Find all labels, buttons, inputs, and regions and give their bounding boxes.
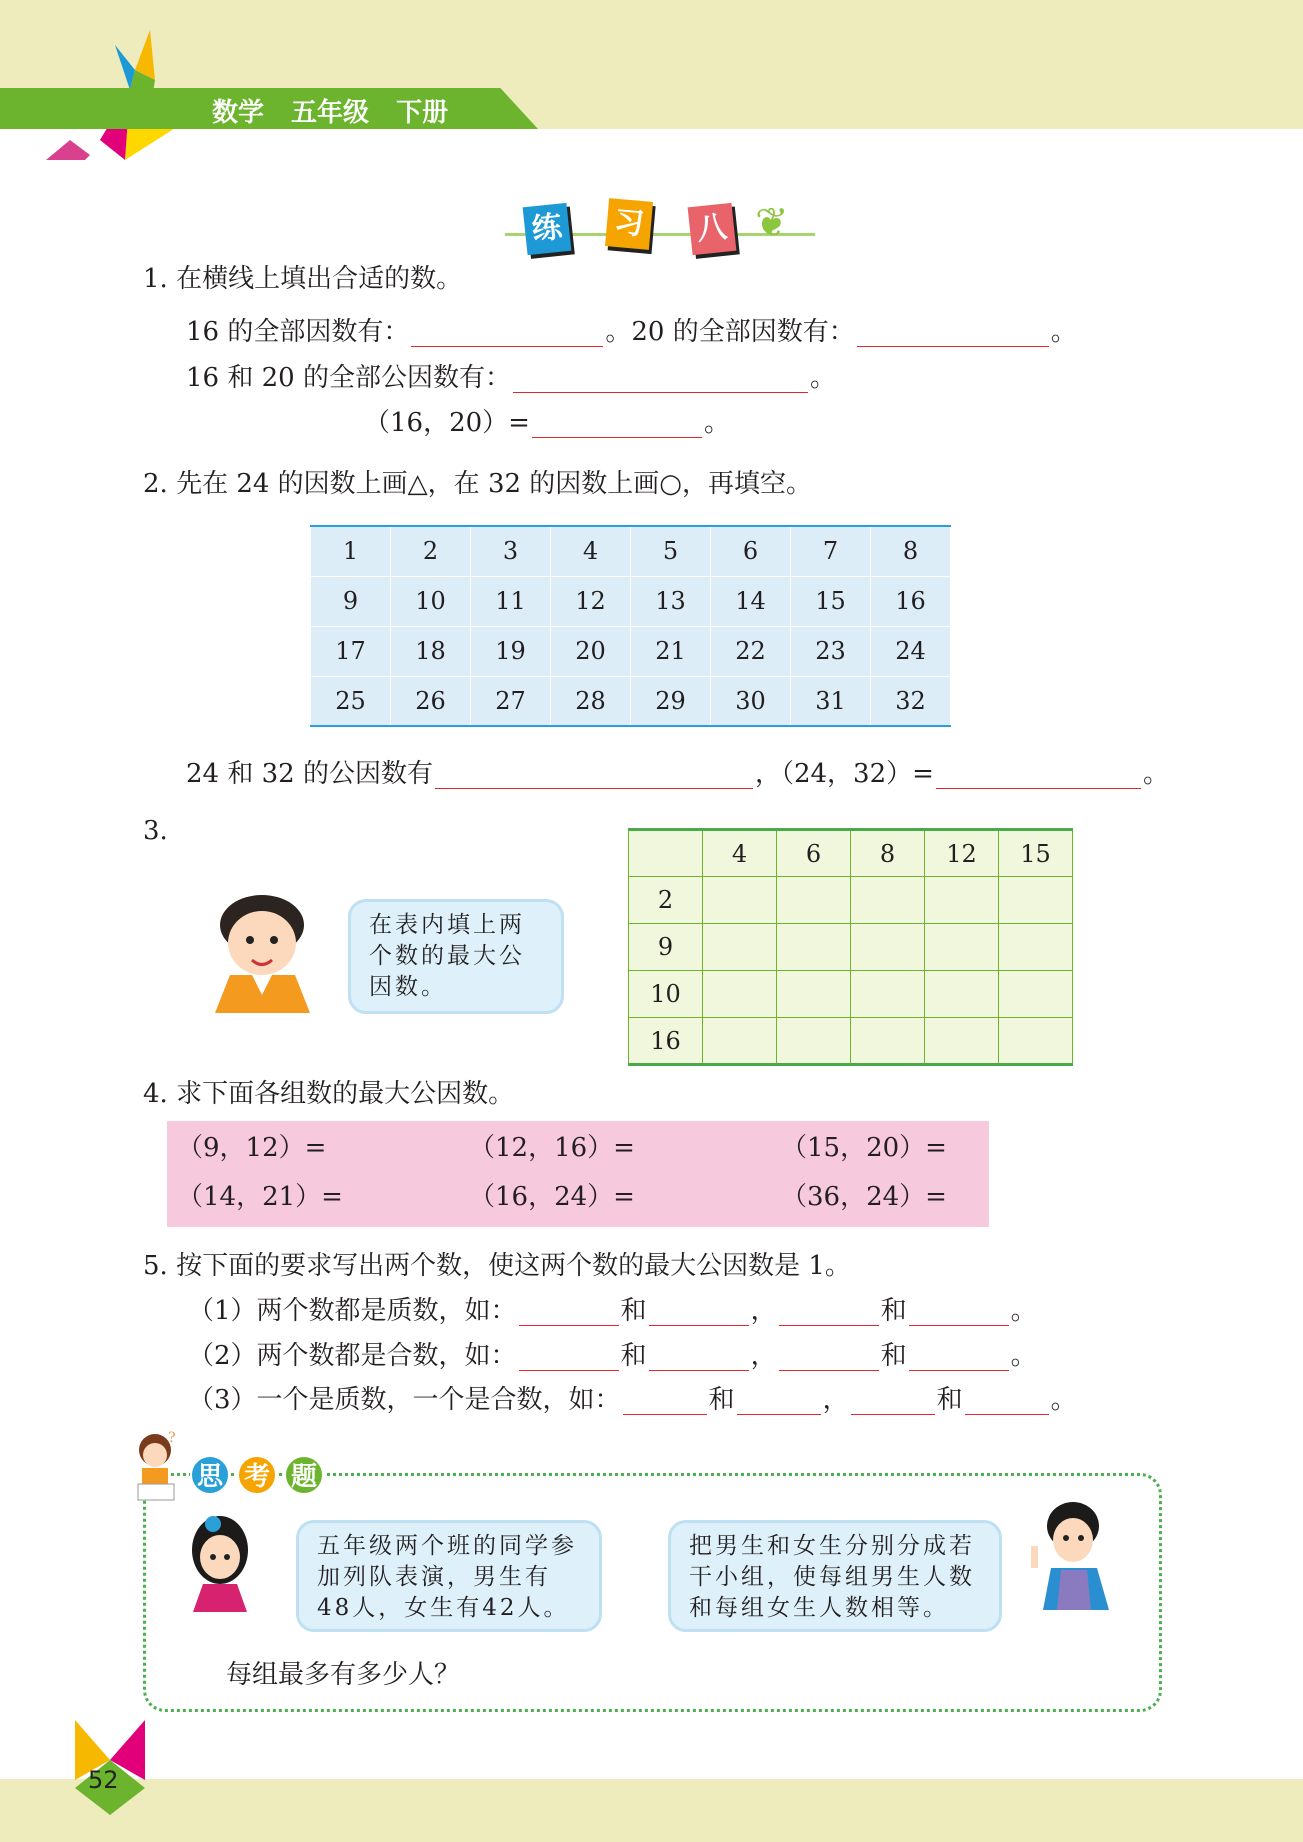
label: 和 [880, 1341, 907, 1371]
gcd-row [629, 877, 1073, 924]
leaf-icon: ❦ [755, 200, 789, 246]
answer-blank[interactable] [965, 1389, 1049, 1415]
label: 和 [708, 1385, 735, 1415]
grid-cell[interactable]: 23 [791, 626, 871, 676]
label: （16，20）= [364, 408, 530, 438]
gcd-expression: （9，12）= [177, 1133, 327, 1163]
page-number: 52 [88, 1766, 119, 1794]
grid-cell[interactable]: 31 [791, 676, 871, 726]
footer-band [0, 1779, 1303, 1842]
answer-blank[interactable] [649, 1300, 749, 1326]
q1-line-3 [364, 408, 730, 438]
title-tile: 习 [605, 198, 653, 250]
gcd-col-header [629, 830, 703, 877]
answer-blank[interactable] [519, 1345, 619, 1371]
grid-cell[interactable]: 9 [311, 576, 391, 626]
gcd-row-header: 9 [629, 924, 703, 971]
label: 。 [1010, 1341, 1037, 1371]
label: ，（24，32）= [754, 759, 934, 789]
thinking-question: 每组最多有多少人？ [226, 1660, 461, 1690]
answer-blank[interactable] [519, 1300, 619, 1326]
label: 16 和 20 的全部公因数有： [186, 363, 511, 393]
label: （2）两个数都是合数，如： [188, 1341, 517, 1371]
gcd-row [629, 1018, 1073, 1065]
boy-speech-bubble: 把男生和女生分别分成若干小组，使每组男生人数和每组女生人数相等。 [668, 1520, 1002, 1632]
answer-blank[interactable] [737, 1389, 821, 1415]
grid-cell[interactable]: 32 [871, 676, 951, 726]
label: 和 [620, 1296, 647, 1326]
answer-blank[interactable] [909, 1345, 1009, 1371]
gcd-col-header: 6 [777, 830, 851, 877]
grid-cell[interactable]: 5 [631, 526, 711, 576]
answer-blank[interactable] [851, 1389, 935, 1415]
grid-row [311, 526, 951, 576]
gcd-row [629, 971, 1073, 1018]
answer-blank[interactable] [779, 1345, 879, 1371]
girl-speech-bubble: 五年级两个班的同学参加列队表演，男生有48人，女生有42人。 [296, 1520, 602, 1632]
gcd-row-header: 16 [629, 1018, 703, 1065]
q5-item [188, 1296, 1037, 1326]
gcd-answer-cell[interactable] [999, 924, 1073, 971]
grid-cell[interactable]: 20 [551, 626, 631, 676]
answer-blank[interactable] [936, 763, 1141, 789]
grid-cell[interactable]: 17 [311, 626, 391, 676]
gcd-answer-cell[interactable] [999, 877, 1073, 924]
gcd-answer-cell[interactable] [703, 877, 777, 924]
q5-item [188, 1341, 1037, 1371]
answer-blank[interactable] [623, 1389, 707, 1415]
gcd-expression: （15，20）= [781, 1133, 947, 1163]
gcd-answer-cell[interactable] [925, 971, 999, 1018]
gcd-expression: （16，24）= [469, 1182, 635, 1212]
gcd-row [629, 924, 1073, 971]
grid-cell[interactable]: 19 [471, 626, 551, 676]
grid-cell[interactable]: 29 [631, 676, 711, 726]
grid-cell[interactable]: 14 [711, 576, 791, 626]
gcd-expression: （12，16）= [469, 1133, 635, 1163]
question-2-title: 2. 先在 24 的因数上画△，在 32 的因数上画○，再填空。 [143, 469, 812, 499]
label: 和 [936, 1385, 963, 1415]
grid-cell[interactable]: 4 [551, 526, 631, 576]
gcd-answer-cell[interactable] [925, 877, 999, 924]
answer-blank[interactable] [532, 412, 702, 438]
title-tile: 练 [523, 203, 572, 255]
label: 。20 的全部因数有： [605, 317, 855, 347]
gcd-answer-cell[interactable] [777, 877, 851, 924]
label: ， [750, 1341, 777, 1371]
grid-cell[interactable]: 2 [391, 526, 471, 576]
gcd-col-header: 4 [703, 830, 777, 877]
grid-cell[interactable]: 27 [471, 676, 551, 726]
grid-row [311, 576, 951, 626]
grid-cell[interactable]: 16 [871, 576, 951, 626]
q1-line-1 [186, 317, 1077, 347]
grid-cell[interactable]: 24 [871, 626, 951, 676]
boy-speech-bubble: 在表内填上两个数的最大公因数。 [348, 899, 564, 1014]
label: 和 [620, 1341, 647, 1371]
grid-cell[interactable]: 6 [711, 526, 791, 576]
gcd-answer-cell[interactable] [925, 1018, 999, 1065]
grid-cell[interactable]: 1 [311, 526, 391, 576]
label: ， [822, 1385, 849, 1415]
answer-blank[interactable] [513, 367, 808, 393]
label: 。 [1142, 759, 1169, 789]
grid-cell[interactable]: 3 [471, 526, 551, 576]
grid-cell[interactable]: 11 [471, 576, 551, 626]
title-tile: 八 [688, 203, 737, 255]
q4-box [167, 1121, 989, 1227]
label: 和 [880, 1296, 907, 1326]
gcd-col-header: 15 [999, 830, 1073, 877]
grid-row [311, 626, 951, 676]
grid-cell[interactable]: 12 [551, 576, 631, 626]
badge-char: 考 [237, 1455, 277, 1495]
answer-blank[interactable] [411, 321, 603, 347]
label: 。 [1050, 1385, 1077, 1415]
gcd-answer-cell[interactable] [703, 1018, 777, 1065]
grid-cell[interactable]: 7 [791, 526, 871, 576]
gcd-answer-cell[interactable] [999, 971, 1073, 1018]
gcd-answer-cell[interactable] [777, 1018, 851, 1065]
answer-blank[interactable] [857, 321, 1049, 347]
q1-line-2 [186, 363, 836, 393]
gcd-answer-cell[interactable] [851, 877, 925, 924]
grid-cell[interactable]: 22 [711, 626, 791, 676]
label: 。 [1010, 1296, 1037, 1326]
gcd-expression: （14，21）= [177, 1182, 343, 1212]
q2-fill-line [186, 759, 1169, 789]
label: 。 [1050, 317, 1077, 347]
number-grid [310, 525, 951, 727]
grid-row [311, 676, 951, 726]
label: 24 和 32 的公因数有 [186, 759, 433, 789]
answer-blank[interactable] [649, 1345, 749, 1371]
gcd-answer-cell[interactable] [925, 924, 999, 971]
gcd-answer-cell[interactable] [999, 1018, 1073, 1065]
q5-item [188, 1385, 1077, 1415]
girl-reading-icon [130, 1428, 185, 1503]
gcd-answer-cell[interactable] [777, 924, 851, 971]
gcd-col-header: 8 [851, 830, 925, 877]
boy-illustration [200, 885, 330, 1013]
label: 16 的全部因数有： [186, 317, 410, 347]
grid-cell[interactable]: 25 [311, 676, 391, 726]
gcd-answer-cell[interactable] [777, 971, 851, 1018]
gcd-answer-cell[interactable] [851, 924, 925, 971]
grid-cell[interactable]: 18 [391, 626, 471, 676]
label: （1）两个数都是质数，如： [188, 1296, 517, 1326]
svg-text:?: ? [168, 1430, 176, 1446]
gcd-row-header: 2 [629, 877, 703, 924]
grid-cell[interactable]: 8 [871, 526, 951, 576]
gcd-expression: （36，24）= [781, 1182, 947, 1212]
label: ， [750, 1296, 777, 1326]
gcd-row-header: 10 [629, 971, 703, 1018]
answer-blank[interactable] [779, 1300, 879, 1326]
question-3-title: 3. [143, 816, 168, 846]
gcd-answer-cell[interactable] [703, 971, 777, 1018]
badge-char: 思 [190, 1455, 230, 1495]
grid-cell[interactable]: 21 [631, 626, 711, 676]
girl-illustration [185, 1512, 255, 1612]
gcd-answer-cell[interactable] [703, 924, 777, 971]
badge-char: 题 [284, 1455, 324, 1495]
label: 。 [703, 408, 730, 438]
question-4-title: 4. 求下面各组数的最大公因数。 [143, 1079, 515, 1109]
book-title: 数学 五年级 下册 [212, 98, 449, 128]
grid-cell[interactable]: 26 [391, 676, 471, 726]
label: 。 [809, 363, 836, 393]
grid-cell[interactable]: 10 [391, 576, 471, 626]
answer-blank[interactable] [435, 763, 753, 789]
grid-cell[interactable]: 15 [791, 576, 871, 626]
boy-pointing-illustration [1025, 1498, 1115, 1610]
grid-cell[interactable]: 28 [551, 676, 631, 726]
gcd-header-row [629, 830, 1073, 877]
answer-blank[interactable] [909, 1300, 1009, 1326]
gcd-col-header: 12 [925, 830, 999, 877]
grid-cell[interactable]: 13 [631, 576, 711, 626]
gcd-answer-cell[interactable] [851, 971, 925, 1018]
grid-cell[interactable]: 30 [711, 676, 791, 726]
question-5-title: 5. 按下面的要求写出两个数，使这两个数的最大公因数是 1。 [143, 1251, 851, 1281]
question-1-title: 1. 在横线上填出合适的数。 [143, 264, 463, 294]
gcd-answer-cell[interactable] [851, 1018, 925, 1065]
label: （3）一个是质数，一个是合数，如： [188, 1385, 621, 1415]
gcd-table [628, 828, 1073, 1066]
